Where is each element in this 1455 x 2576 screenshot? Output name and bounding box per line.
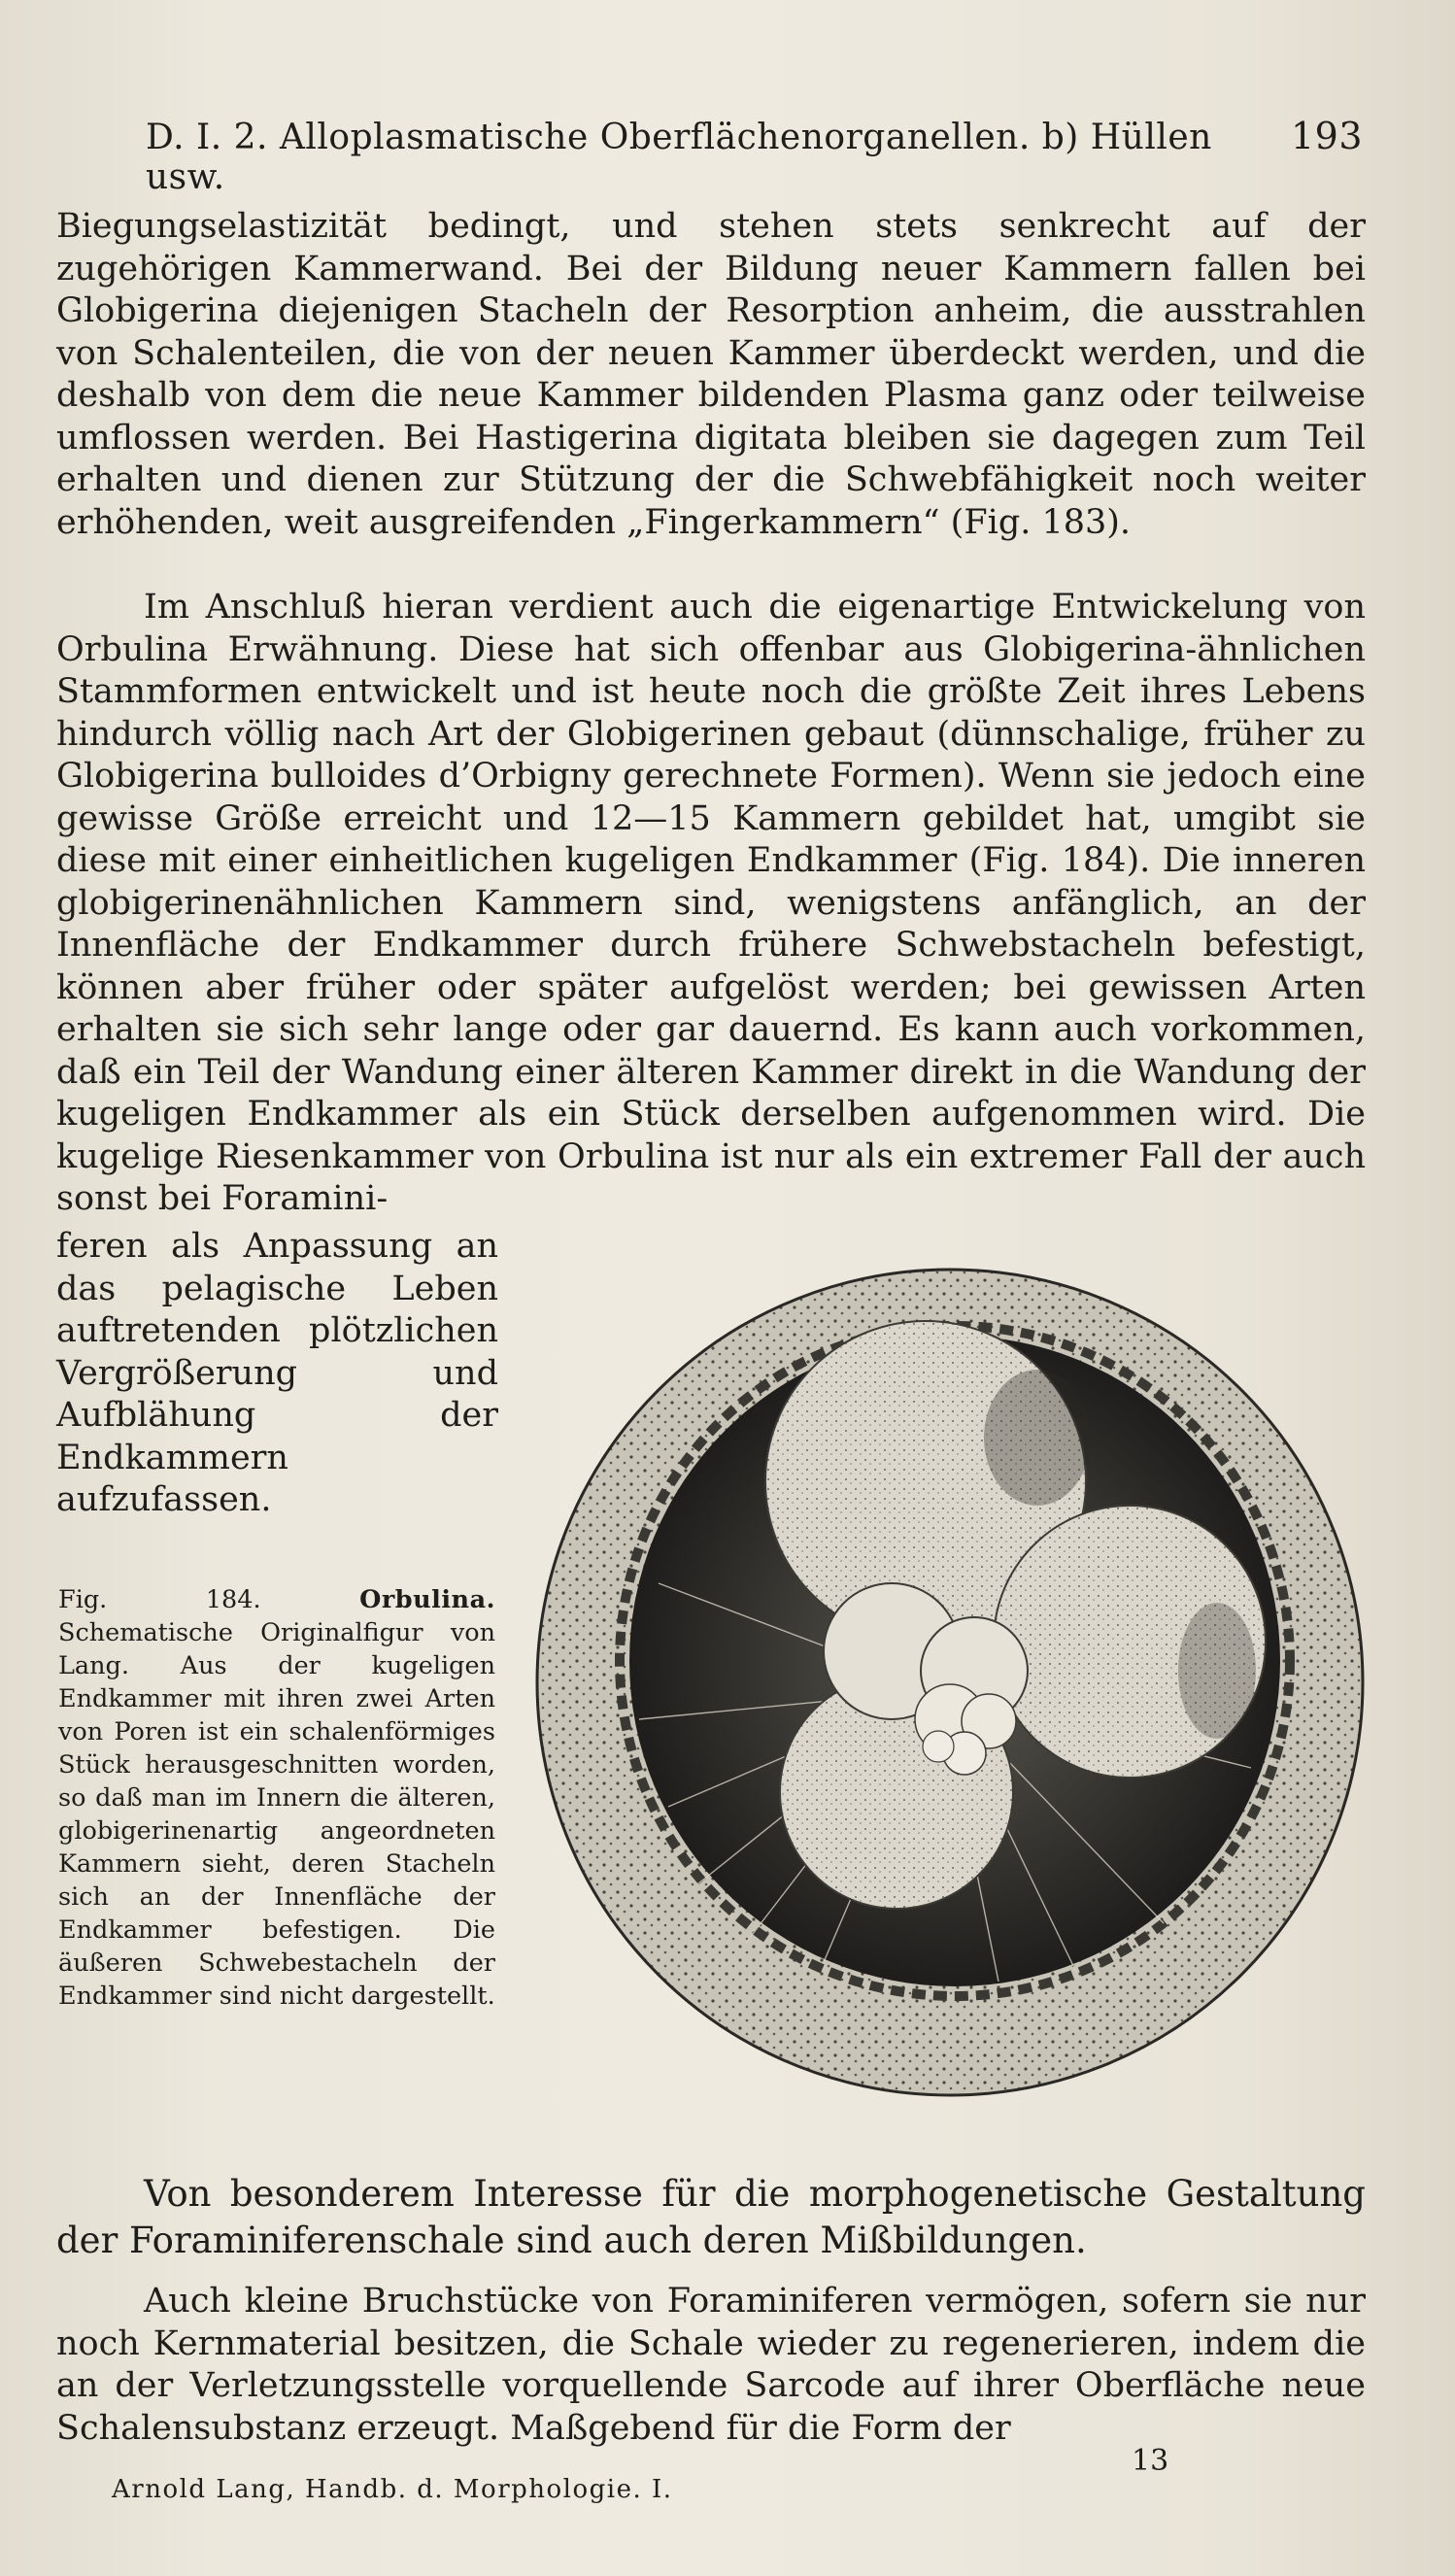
orbulina-illustration <box>532 1263 1368 2100</box>
signature-mark: 13 <box>1132 2444 1169 2478</box>
paragraph-2-continued: feren als Anpassung an das pelagische Leben auftretenden plötzlichen Vergrößerung und Aufblähung der Endkammern aufzufassen. <box>56 1227 498 1519</box>
orbulina-figure <box>532 1263 1368 2100</box>
footer <box>112 2475 1363 2504</box>
figure-caption <box>58 1583 495 2013</box>
figure-label: Fig. 184. <box>58 1585 261 1614</box>
paragraph-2: Im Anschluß hieran verdient auch die eigenartige Entwickelung von Orbulina Erwähnung. Diese hat sich offenbar aus Globigerina-ähnlichen Stammformen entwickelt und ist heute noch die größte Zeit ihres Lebens hindurch völlig nach Art der Globigerinen gebaut (dünnschalige, früher zu Globigerina bulloides d’Orbigny gerechnete Formen). Wenn sie jedoch eine gewisse Größe erreicht und 12—15 Kammern gebildet hat, umgibt sie diese mit einer einheitlichen kugeligen Endkammer (Fig. 184). Die inneren globigerinenähnlichen Kammern sind, wenigstens anfänglich, an der Innenfläche der Endkammer durch frühere Schwebstacheln befestigt, können aber früher oder später aufgelöst werden; bei gewissen Arten erhalten sie sich sehr lange oder gar dauernd. Es kann auch vorkommen, daß ein Teil der Wandung einer älteren Kammer direkt in die Wandung der kugeligen Endkammer als ein Stück derselben aufgenommen wird. Die kugelige Riesenkammer von Orbulina ist nur als ein extremer Fall der auch sonst bei Foramini- <box>56 588 1366 1218</box>
figure-title: Orbulina. <box>359 1585 495 1614</box>
paragraph-3: Von besonderem Interesse für die morphogenetische Gestaltung der Foraminiferenschale sind auch deren Mißbildungen. <box>56 2173 1366 2261</box>
page-number: 193 <box>1290 115 1363 157</box>
running-head <box>146 115 1363 197</box>
paragraph-4: Auch kleine Bruchstücke von Foraminiferen vermögen, sofern sie nur noch Kernmaterial besitzen, die Schale wieder zu regenerieren, indem die an der Verletzungsstelle vorquellende Sarcode auf ihrer Oberfläche neue Schalensubstanz erzeugt. Maßgebend für die Form der <box>56 2282 1366 2448</box>
paragraph-1: Biegungselastizität bedingt, und stehen stets senkrecht auf der zugehörigen Kammerwand. Bei der Bildung neuer Kammern fallen bei Globigerina diejenigen Stacheln der Resorption anheim, die ausstrahlen von Schalenteilen, die von der neuen Kammer überdeckt werden, und die deshalb von dem die neue Kammer bildenden Plasma ganz oder teilweise umflossen werden. Bei Hastigerina digitata bleiben sie dagegen zum Teil erhalten und dienen zur Stützung der die Schwebfähigkeit noch weiter erhöhenden, weit ausgreifenden „Fingerkammern“ (Fig. 183). <box>56 207 1366 542</box>
running-title: D. I. 2. Alloplasmatische Oberflächenorganellen. b) Hüllen usw. <box>146 118 1212 197</box>
figure-caption-text: Schematische Originalfigur von Lang. Aus der kugeligen Endkammer mit ihren zwei Arten von Poren ist ein schalenförmiges Stück herausgeschnitten worden, so daß man im Innern die älteren, globigerinenartig angeordneten Kammern sieht, deren Stacheln sich an der Innenfläche der Endkammer befestigen. Die äußeren Schwebestacheln der Endkammer sind nicht dargestellt. <box>58 1618 495 2011</box>
footer-citation: Arnold Lang, Handb. d. Morphologie. I. <box>112 2475 673 2504</box>
